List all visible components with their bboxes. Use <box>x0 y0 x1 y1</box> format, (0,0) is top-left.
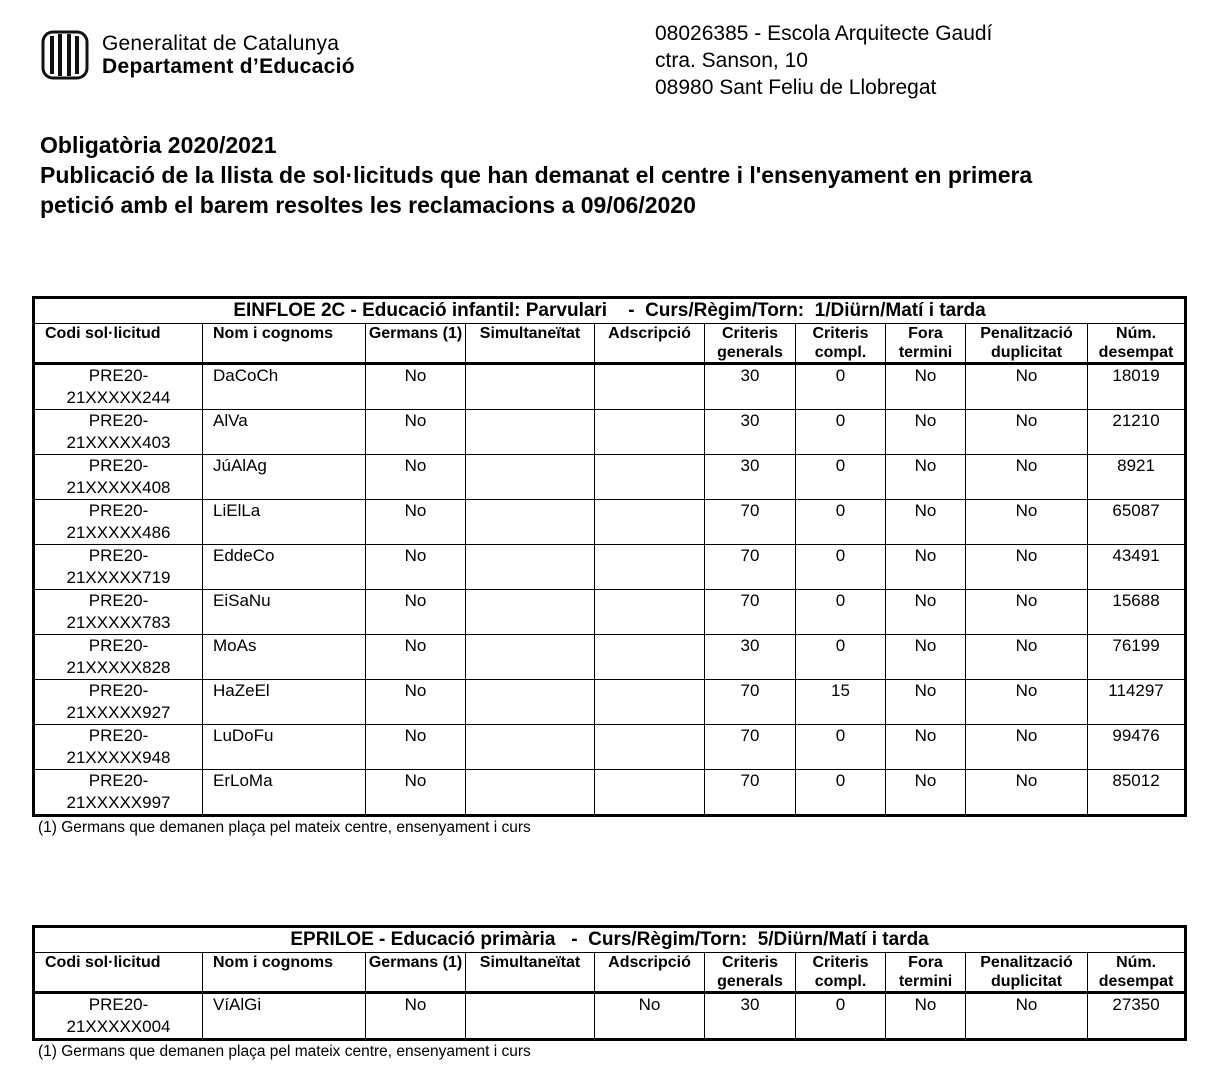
col-header-criteris-generals: Criteris generals <box>705 324 796 364</box>
codi-part-2: 21XXXXX828 <box>66 658 171 677</box>
cell-criteris-generals: 70 <box>705 545 796 590</box>
cell-criteris-compl: 0 <box>796 635 886 680</box>
cell-criteris-generals: 70 <box>705 590 796 635</box>
table-footnote: (1) Germans que demanen plaça pel mateix centre, ensenyament i curs <box>38 1043 531 1060</box>
col-header-fora-termini: Fora termini <box>886 324 966 364</box>
cell-desempat: 15688 <box>1088 590 1186 635</box>
cell-fora-termini: No <box>886 455 966 500</box>
cell-simultaneitat <box>466 455 595 500</box>
table-caption: EPRILOE - Educació primària - Curs/Règim/Torn: 5/Diürn/Matí i tarda <box>34 927 1186 953</box>
codi-part-1: PRE20- <box>88 411 149 430</box>
col-header-fora-termini: Fora termini <box>886 953 966 993</box>
table-row <box>34 500 1186 545</box>
cell-fora-termini: No <box>886 364 966 410</box>
cell-fora-termini: No <box>886 680 966 725</box>
table-footnote: (1) Germans que demanen plaça pel mateix centre, ensenyament i curs <box>38 819 531 836</box>
cell-criteris-compl: 0 <box>796 455 886 500</box>
col-header-desempat: Núm. desempat <box>1088 953 1186 993</box>
table-einfloe <box>32 296 1184 837</box>
codi-part-1: PRE20- <box>88 726 149 745</box>
table-body <box>34 364 1186 816</box>
table-row <box>34 590 1186 635</box>
cell-adscripcio <box>595 500 705 545</box>
codi-part-1: PRE20- <box>88 456 149 475</box>
codi-part-2: 21XXXXX997 <box>66 793 171 812</box>
cell-nom: EiSaNu <box>203 590 366 635</box>
cell-nom: JúAlAg <box>203 455 366 500</box>
school-street: ctra. Sanson, 10 <box>655 49 808 72</box>
codi-part-1: PRE20- <box>88 995 149 1014</box>
codi-part-1: PRE20- <box>88 366 149 385</box>
table-row <box>34 725 1186 770</box>
codi-part-1: PRE20- <box>88 591 149 610</box>
col-header-desempat: Núm. desempat <box>1088 324 1186 364</box>
cell-nom: EddeCo <box>203 545 366 590</box>
cell-germans: No <box>366 455 466 500</box>
cell-criteris-compl: 0 <box>796 410 886 455</box>
cell-adscripcio <box>595 545 705 590</box>
codi-part-2: 21XXXXX948 <box>66 748 171 767</box>
cell-fora-termini: No <box>886 410 966 455</box>
table-row <box>34 635 1186 680</box>
cell-criteris-generals: 70 <box>705 725 796 770</box>
cell-adscripcio: No <box>595 993 705 1040</box>
cell-criteris-compl: 15 <box>796 680 886 725</box>
col-header-nom: Nom i cognoms <box>203 953 366 993</box>
cell-codi <box>34 500 203 545</box>
cell-germans: No <box>366 680 466 725</box>
cell-penalitzacio: No <box>966 770 1088 816</box>
col-header-penalitzacio: Penalització duplicitat <box>966 324 1088 364</box>
cell-nom: ErLoMa <box>203 770 366 816</box>
cell-germans: No <box>366 590 466 635</box>
org-line-departament: Departament d’Educació <box>102 55 355 78</box>
cell-codi <box>34 725 203 770</box>
table-row <box>34 680 1186 725</box>
cell-desempat: 99476 <box>1088 725 1186 770</box>
cell-penalitzacio: No <box>966 590 1088 635</box>
cell-germans: No <box>366 993 466 1040</box>
cell-desempat: 21210 <box>1088 410 1186 455</box>
table-epriloe <box>32 925 1184 1061</box>
cell-nom: VíAlGi <box>203 993 366 1040</box>
cell-criteris-compl: 0 <box>796 770 886 816</box>
cell-adscripcio <box>595 410 705 455</box>
cell-simultaneitat <box>466 410 595 455</box>
table-caption: EINFLOE 2C - Educació infantil: Parvulari - Curs/Règim/Torn: 1/Diürn/Matí i tarda <box>34 298 1186 324</box>
cell-desempat: 18019 <box>1088 364 1186 410</box>
col-header-germans: Germans (1) <box>366 324 466 364</box>
cell-germans: No <box>366 545 466 590</box>
cell-criteris-generals: 70 <box>705 500 796 545</box>
title-line-3: petició amb el barem resoltes les reclamacions a 09/06/2020 <box>40 192 696 218</box>
cell-criteris-generals: 30 <box>705 410 796 455</box>
codi-part-2: 21XXXXX927 <box>66 703 171 722</box>
table-body <box>34 993 1186 1040</box>
cell-codi <box>34 635 203 680</box>
cell-criteris-generals: 30 <box>705 455 796 500</box>
cell-desempat: 27350 <box>1088 993 1186 1040</box>
cell-simultaneitat <box>466 993 595 1040</box>
cell-fora-termini: No <box>886 725 966 770</box>
cell-nom: LiElLa <box>203 500 366 545</box>
cell-criteris-generals: 30 <box>705 993 796 1040</box>
codi-part-2: 21XXXXX408 <box>66 478 171 497</box>
table-row <box>34 770 1186 816</box>
col-header-germans: Germans (1) <box>366 953 466 993</box>
cell-codi <box>34 993 203 1040</box>
cell-nom: HaZeEl <box>203 680 366 725</box>
col-header-simultaneitat: Simultaneïtat <box>466 324 595 364</box>
cell-codi <box>34 770 203 816</box>
cell-criteris-compl: 0 <box>796 993 886 1040</box>
col-header-nom: Nom i cognoms <box>203 324 366 364</box>
cell-simultaneitat <box>466 364 595 410</box>
cell-adscripcio <box>595 455 705 500</box>
cell-criteris-generals: 30 <box>705 635 796 680</box>
cell-desempat: 85012 <box>1088 770 1186 816</box>
cell-germans: No <box>366 770 466 816</box>
codi-part-2: 21XXXXX486 <box>66 523 171 542</box>
title-line-2: Publicació de la llista de sol·licituds que han demanat el centre i l'ensenyament en primera <box>40 162 1033 188</box>
cell-penalitzacio: No <box>966 364 1088 410</box>
col-header-codi: Codi sol·licitud <box>34 953 203 993</box>
document-title <box>40 130 1170 220</box>
codi-part-1: PRE20- <box>88 636 149 655</box>
col-header-adscripcio: Adscripció <box>595 324 705 364</box>
cell-codi <box>34 455 203 500</box>
org-name <box>102 33 355 77</box>
cell-fora-termini: No <box>886 770 966 816</box>
col-header-criteris-generals: Criteris generals <box>705 953 796 993</box>
cell-simultaneitat <box>466 680 595 725</box>
school-name: 08026385 - Escola Arquitecte Gaudí <box>655 22 993 45</box>
cell-fora-termini: No <box>886 993 966 1040</box>
cell-simultaneitat <box>466 725 595 770</box>
col-header-codi: Codi sol·licitud <box>34 324 203 364</box>
cell-fora-termini: No <box>886 545 966 590</box>
cell-desempat: 114297 <box>1088 680 1186 725</box>
cell-adscripcio <box>595 590 705 635</box>
col-header-criteris-compl: Criteris compl. <box>796 953 886 993</box>
col-header-adscripcio: Adscripció <box>595 953 705 993</box>
cell-simultaneitat <box>466 545 595 590</box>
codi-part-2: 21XXXXX244 <box>66 388 171 407</box>
cell-criteris-compl: 0 <box>796 725 886 770</box>
cell-germans: No <box>366 635 466 680</box>
col-header-criteris-compl: Criteris compl. <box>796 324 886 364</box>
cell-criteris-generals: 30 <box>705 364 796 410</box>
cell-germans: No <box>366 725 466 770</box>
cell-criteris-compl: 0 <box>796 500 886 545</box>
cell-adscripcio <box>595 725 705 770</box>
cell-adscripcio <box>595 635 705 680</box>
col-header-simultaneitat: Simultaneïtat <box>466 953 595 993</box>
title-line-1: Obligatòria 2020/2021 <box>40 132 277 158</box>
generalitat-logo-icon <box>40 30 90 80</box>
cell-penalitzacio: No <box>966 993 1088 1040</box>
col-header-penalitzacio: Penalització duplicitat <box>966 953 1088 993</box>
table-row <box>34 545 1186 590</box>
cell-desempat: 43491 <box>1088 545 1186 590</box>
cell-criteris-compl: 0 <box>796 590 886 635</box>
cell-codi <box>34 545 203 590</box>
cell-codi <box>34 364 203 410</box>
cell-adscripcio <box>595 364 705 410</box>
codi-part-1: PRE20- <box>88 681 149 700</box>
cell-criteris-compl: 0 <box>796 364 886 410</box>
school-address <box>655 20 992 101</box>
cell-fora-termini: No <box>886 635 966 680</box>
codi-part-2: 21XXXXX719 <box>66 568 171 587</box>
cell-nom: AlVa <box>203 410 366 455</box>
codi-part-2: 21XXXXX783 <box>66 613 171 632</box>
cell-germans: No <box>366 364 466 410</box>
cell-fora-termini: No <box>886 500 966 545</box>
school-city: 08980 Sant Feliu de Llobregat <box>655 76 937 99</box>
cell-germans: No <box>366 500 466 545</box>
cell-fora-termini: No <box>886 590 966 635</box>
cell-nom: DaCoCh <box>203 364 366 410</box>
cell-penalitzacio: No <box>966 680 1088 725</box>
cell-penalitzacio: No <box>966 410 1088 455</box>
table-row <box>34 410 1186 455</box>
table-row <box>34 455 1186 500</box>
cell-desempat: 76199 <box>1088 635 1186 680</box>
cell-penalitzacio: No <box>966 545 1088 590</box>
cell-nom: LuDoFu <box>203 725 366 770</box>
codi-part-1: PRE20- <box>88 546 149 565</box>
cell-simultaneitat <box>466 770 595 816</box>
cell-desempat: 8921 <box>1088 455 1186 500</box>
cell-codi <box>34 680 203 725</box>
cell-penalitzacio: No <box>966 455 1088 500</box>
codi-part-2: 21XXXXX004 <box>66 1017 171 1036</box>
org-line-generalitat: Generalitat de Catalunya <box>102 32 340 55</box>
codi-part-2: 21XXXXX403 <box>66 433 171 452</box>
cell-adscripcio <box>595 680 705 725</box>
cell-simultaneitat <box>466 590 595 635</box>
cell-simultaneitat <box>466 635 595 680</box>
cell-germans: No <box>366 410 466 455</box>
codi-part-1: PRE20- <box>88 501 149 520</box>
table-row <box>34 993 1186 1040</box>
header-logo <box>40 30 355 80</box>
cell-criteris-generals: 70 <box>705 770 796 816</box>
cell-codi <box>34 590 203 635</box>
cell-criteris-compl: 0 <box>796 545 886 590</box>
cell-simultaneitat <box>466 500 595 545</box>
cell-codi <box>34 410 203 455</box>
cell-desempat: 65087 <box>1088 500 1186 545</box>
applications-table <box>32 925 1187 1041</box>
applications-table <box>32 296 1187 817</box>
cell-adscripcio <box>595 770 705 816</box>
table-row <box>34 364 1186 410</box>
cell-penalitzacio: No <box>966 635 1088 680</box>
cell-nom: MoAs <box>203 635 366 680</box>
codi-part-1: PRE20- <box>88 771 149 790</box>
cell-penalitzacio: No <box>966 725 1088 770</box>
cell-penalitzacio: No <box>966 500 1088 545</box>
cell-criteris-generals: 70 <box>705 680 796 725</box>
